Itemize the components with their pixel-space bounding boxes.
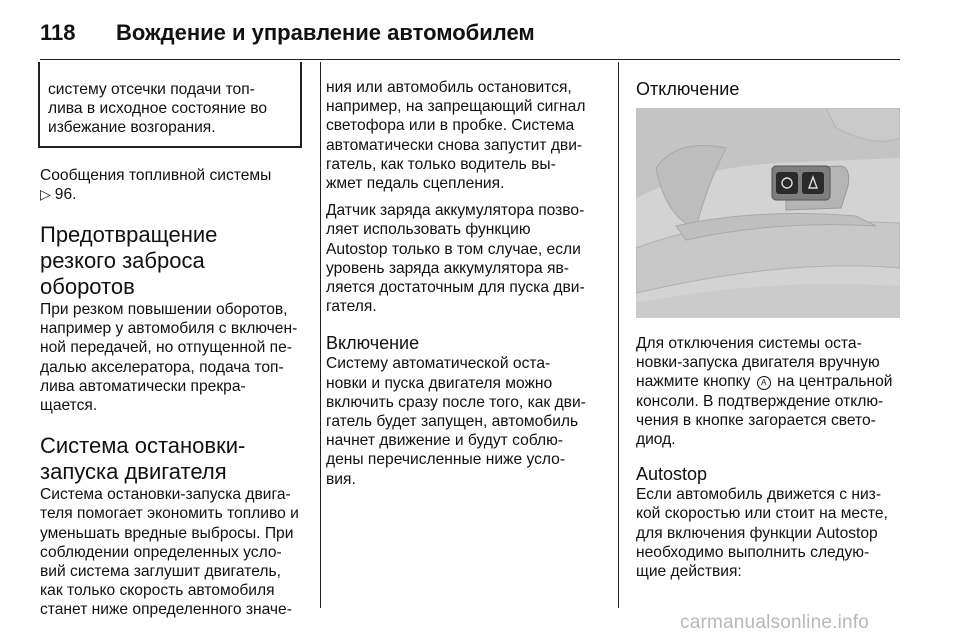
body-line: уровень заряда аккумулятора яв- [326,259,569,277]
autostop-body [636,485,900,581]
body-line: вия. [326,470,356,488]
body-line: далью акселератора, подача топ- [40,358,284,376]
body-line: консоли. В подтверждение отклю- [636,392,884,410]
body-line: дены перечисленные ниже усло- [326,451,566,469]
body-line: Для отключения системы оста- [636,335,862,352]
body-line: включить сразу после того, как дви- [326,393,586,411]
body-line: ной передачей, но отпущенной пе- [40,339,292,357]
site-watermark: carmanualsonline.info [680,612,870,633]
body-line: чения в кнопке загорается свето- [636,411,876,429]
body-line: новки и пуска двигателя можно [326,374,553,392]
chapter-title: Вождение и управление автомобилем [116,20,535,45]
body-line: Датчик заряда аккумулятора позво- [326,202,585,220]
body-line: станет ниже определенного значе- [40,601,292,619]
body-text: нажмите кнопку [636,373,751,391]
column-2 [326,62,601,489]
body-line: Система остановки-запуска двига- [40,486,291,504]
body-line: гатель, как только водитель вы- [326,155,556,173]
body-line: теля помогает экономить топливо и [40,505,299,523]
paragraph-restart [326,78,601,193]
body-line: ляет использовать функцию [326,221,531,239]
column-divider-2 [618,62,619,608]
body-line [636,372,900,391]
body-line: кой скоростью или стоит на месте, [636,505,888,523]
section-stop-start-body [40,485,302,619]
console-drawing [636,108,900,318]
page-reference-icon: ▷ [40,185,51,202]
body-line: новки-запуска двигателя вручную [636,354,880,372]
enable-body [326,354,601,488]
body-line: необходимо выполнить следую- [636,543,870,561]
body-line: например у автомобиля с включен- [40,320,298,338]
body-line: диод. [636,431,676,449]
body-line: как только скорость автомобиля [40,582,275,600]
body-line: Autostop только в том случае, если [326,240,581,258]
column-divider-1 [320,62,321,608]
body-line: щается. [40,397,98,415]
fuel-messages-link[interactable] [40,185,302,204]
section-title-line: резкого заброса [40,248,205,274]
body-line: для включения функции Autostop [636,524,878,542]
section-title-line: Система остановки- [40,433,246,459]
body-line: Систему автоматической оста- [326,355,551,373]
stop-start-button-icon: A [757,376,771,390]
body-line: При резком повышении оборотов, [40,301,288,319]
body-line: начнет движение и будут соблю- [326,432,563,450]
header-divider [40,59,900,60]
section-title-line: оборотов [40,274,135,300]
body-line: лива автоматически прекра- [40,377,246,395]
body-line: светофора или в пробке. Система [326,117,575,135]
body-text: на центральной [777,373,893,391]
body-line: жмет педаль сцепления. [326,175,505,193]
disable-title: Отключение [636,79,740,99]
autostop-title: Autostop [636,464,708,485]
body-line: гателя. [326,298,377,316]
section-stop-start-title [40,433,302,485]
warning-line: лива в исходное состояние во [48,100,268,118]
body-line: ляется достаточным для пуска дви- [326,279,585,297]
body-line: автоматически снова запустит дви- [326,136,583,154]
column-1 [40,62,302,620]
column-3 [636,62,900,581]
body-line: уменьшать вредные выбросы. При [40,524,294,542]
section-title-line: Предотвращение [40,222,218,248]
disable-body [636,334,900,449]
body-line: ния или автомобиль остановится, [326,79,572,96]
page-header [40,8,920,58]
body-line: Если автомобиль движется с низ- [636,486,882,504]
warning-box [38,62,302,148]
section-overrun-body [40,300,302,415]
fuel-messages-page: 96. [54,185,77,203]
section-overrun-title [40,222,302,300]
body-line: вий система заглушит двигатель, [40,563,281,581]
body-line: например, на запрещающий сигнал [326,98,586,116]
page-number: 118 [40,20,76,45]
body-line: гатель будет запущен, автомобиль [326,413,579,431]
warning-line: систему отсечки подачи топ- [48,81,255,98]
center-console-illustration [636,108,900,318]
enable-title: Включение [326,333,420,354]
warning-line: избежание возгорания. [48,119,216,137]
body-line: соблюдении определенных усло- [40,543,282,561]
fuel-messages-text: Сообщения топливной системы [40,166,272,184]
paragraph-battery [326,201,601,316]
section-title-line: запуска двигателя [40,459,227,485]
fuel-messages-ref [40,166,302,204]
body-line: щие действия: [636,563,742,581]
